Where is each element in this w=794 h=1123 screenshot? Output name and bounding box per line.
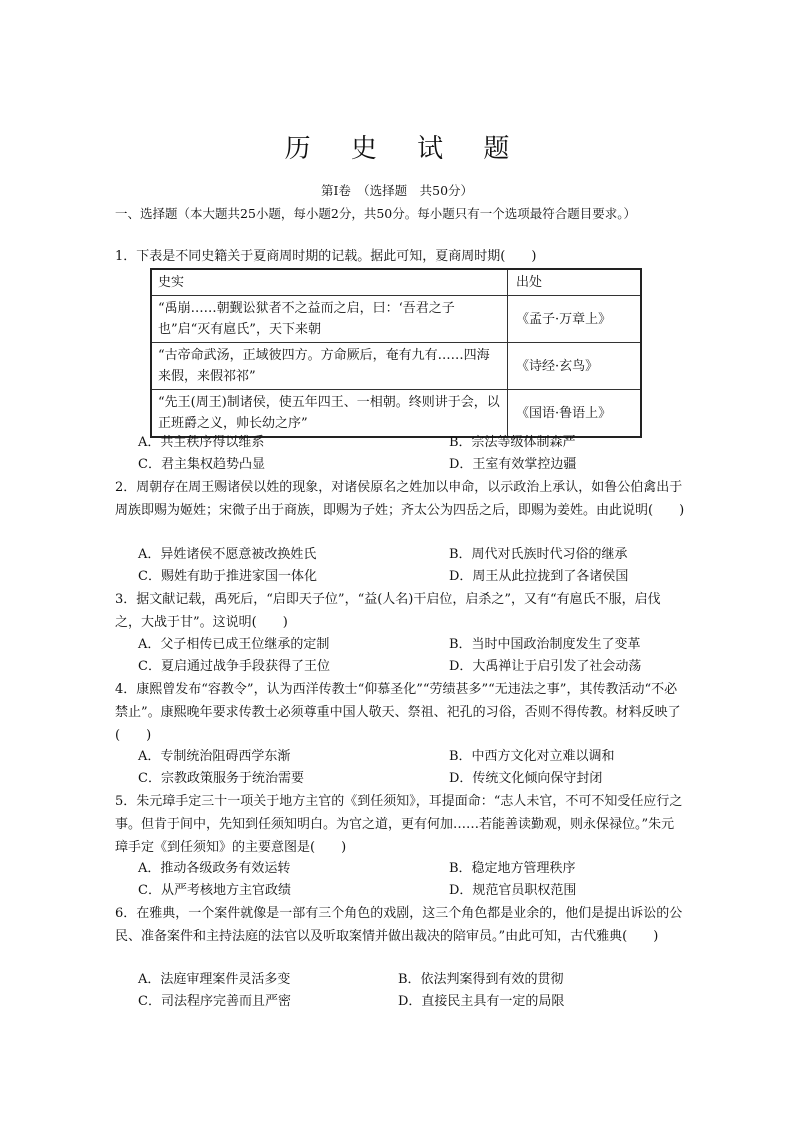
table-cell-source: 《国语·鲁语上》 [508,390,642,438]
question-1-options [138,431,698,475]
option-d[interactable]: D．传统文化倾向保守封闭 [449,771,603,786]
option-c[interactable]: C．君主集权趋势凸显 [138,457,265,472]
option-a[interactable]: A．专制统治阻碍西学东渐 [138,749,291,764]
question-5-stem: 5．朱元璋手定三十一项关于地方主官的《到任须知》，耳提面命：“志人未官，不可不知受任应行之事。但肯于间中，先知到任须知明白。为官之道，更有何加……若能善读勤观，则永保禄位。”朱元璋手定《到任须知》的主要意图是( ) [115,794,683,855]
option-d[interactable]: D．王室有效掌控边疆 [449,457,577,472]
option-b[interactable]: B．稳定地方管理秩序 [449,861,576,876]
question-4-options [138,745,698,789]
option-a[interactable]: A．推动各级政务有效运转 [138,861,291,876]
option-b[interactable]: B．依法判案得到有效的贯彻 [398,972,564,987]
table-row [151,390,641,438]
table-cell-fact: “禹崩……朝觐讼狱者不之益而之启，曰：‘吾君之子也”启“灭有扈氏”，天下来朝 [151,296,508,343]
question-3-options [138,633,698,677]
question-5-options [138,857,698,901]
source-table [150,268,642,438]
table-row [151,296,641,343]
option-c[interactable]: C．司法程序完善而且严密 [138,994,291,1009]
option-c[interactable]: C．从严考核地方主官政绩 [138,883,291,898]
option-a[interactable]: A．法庭审理案件灵活多变 [138,972,291,987]
table-cell-fact: “先王(周王)制诸侯，使五年四王、一相朝。终则讲于会，以正班爵之义，帅长幼之序” [151,390,508,438]
table-cell-source: 《诗经·玄鸟》 [508,343,642,390]
exam-title: 历 史 试 题 [284,134,526,164]
table-header-row [151,269,641,296]
option-a[interactable]: A．共主秩序得以维系 [138,435,265,450]
option-a[interactable]: A．异姓诸侯不愿意被改换姓氏 [138,547,317,562]
question-4-stem: 4．康熙曾发布“容教令”，认为西洋传教士“仰慕圣化”“劳绩甚多”“无违法之事”，其传教活动“不必禁止”。康熙晚年要求传教士必须尊重中国人敬天、祭祖、祀孔的习俗，否则不得传教。材料反映了( ) [115,682,681,743]
table-header-cell: 史实 [151,269,508,296]
option-b[interactable]: B．中西方文化对立难以调和 [449,749,615,764]
option-d[interactable]: D．大禹禅让于启引发了社会动荡 [449,659,642,674]
table-header-cell: 出处 [508,269,642,296]
table-row [151,343,641,390]
option-c[interactable]: C．赐姓有助于推进家国一体化 [138,569,317,584]
question-2-stem: 2．周朝存在周王赐诸侯以姓的现象，对诸侯原名之姓加以申命，以示政治上承认，如鲁公伯禽出于周族即赐为姬姓；宋微子出于商族，即赐为子姓；齐太公为四岳之后，即赐为姜姓。由此说明( ) [115,480,685,518]
option-b[interactable]: B．当时中国政治制度发生了变革 [449,637,641,652]
option-b[interactable]: B．宗法等级体制森严 [449,435,576,450]
option-d[interactable]: D．直接民主具有一定的局限 [398,994,565,1009]
question-6-options [138,968,698,1012]
option-a[interactable]: A．父子相传已成王位继承的定制 [138,637,330,652]
option-b[interactable]: B．周代对氏族时代习俗的继承 [449,547,628,562]
option-d[interactable]: D．规范官员职权范围 [449,883,577,898]
question-6-stem: 6．在雅典，一个案件就像是一部有三个角色的戏剧，这三个角色都是业余的，他们是提出诉讼的公民、准备案件和主持法庭的法官以及听取案情并做出裁决的陪审员。”由此可知，古代雅典( ) [115,906,683,944]
table-cell-source: 《孟子·万章上》 [508,296,642,343]
section-instructions: 一、选择题（本大题共25小题，每小题2分，共50分。每小题只有一个选项最符合题目要求。） [115,206,637,221]
question-3-stem: 3．据文献记载，禹死后，“启即天子位”，“益(人名)干启位，启杀之”，又有“有扈氏不服，启伐之，大战于甘”。这说明( ) [115,592,661,630]
question-2-options [138,543,698,587]
option-c[interactable]: C．宗教政策服务于统治需要 [138,771,304,786]
option-c[interactable]: C．夏启通过战争手段获得了王位 [138,659,330,674]
question-1-stem: 1．下表是不同史籍关于夏商周时期的记载。据此可知，夏商周时期( ) [115,249,537,264]
option-d[interactable]: D．周王从此拉拢到了各诸侯国 [449,569,629,584]
table-cell-fact: “古帝命武汤，正域彼四方。方命厥后，奄有九有……四海来假，来假祁祁” [151,343,508,390]
paper-subtitle: 第Ⅰ卷 （选择题 共50分） [320,183,474,198]
